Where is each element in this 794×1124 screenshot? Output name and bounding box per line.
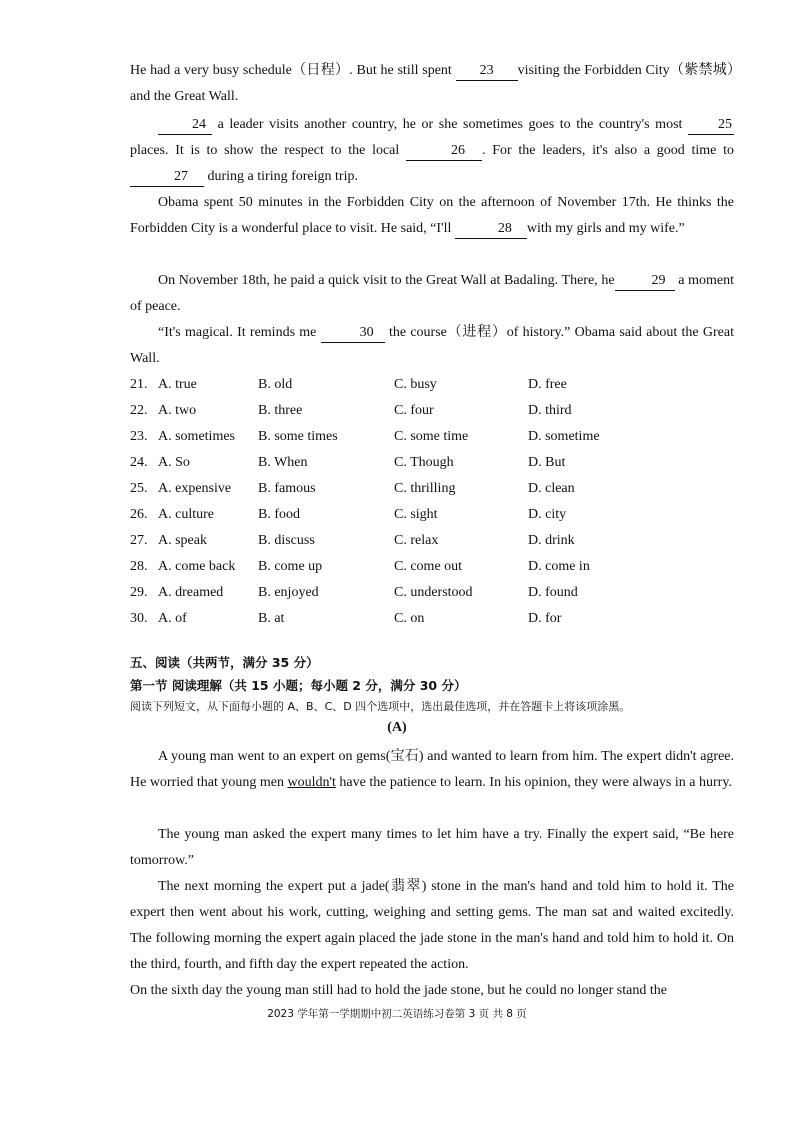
question-number: 23. [130,429,148,444]
text: the course（进程）of history.” Obama said about the Great Wall. [130,325,734,366]
option-c: C. on [394,611,425,626]
passage-paragraph-3: The next morning the expert put a jade(翡翠) stone in the man's hand and told him to hold it. The expert then went about his work, cutting, weighing and setting gems. The man sat and waited excitedly. The following morning the expert again placed the jade stone in the man's hand and told him to hold it. On the third, fourth, and fifth day the expert repeated the action. [130,879,734,972]
question-number: 28. [130,559,148,574]
reading-subheading: 第一节 阅读理解（共 15 小题；每小题 2 分，满分 30 分） [130,678,467,693]
blank-26: 26 [406,142,482,161]
option-b: B. food [258,507,300,522]
question-number: 29. [130,585,148,600]
option-a: A. sometimes [158,429,235,444]
question-row [130,424,750,450]
blank-28: 28 [455,220,527,239]
blank-23: 23 [456,62,518,81]
question-row [130,528,750,554]
question-number: 24. [130,455,148,470]
option-d: D. drink [528,533,575,548]
option-c: C. sight [394,507,438,522]
option-a: A. expensive [158,481,232,496]
blank-24: 24 [158,116,212,135]
passage-label: (A) [387,720,407,735]
option-c: C. some time [394,429,469,444]
passage-paragraph-2: The young man asked the expert many times to let him have a try. Finally the expert said, “Be here tomorrow.” [130,827,734,868]
option-d: D. clean [528,481,575,496]
option-c: C. come out [394,559,463,574]
cloze-paragraph-4 [130,268,734,320]
question-number: 27. [130,533,148,548]
question-row [130,580,750,606]
question-row [130,372,750,398]
option-c: C. understood [394,585,473,600]
text: “It's magical. It reminds me [158,325,321,340]
option-a: A. So [158,455,190,470]
page-footer: 2023 学年第一学期期中初二英语练习卷第 3 页 共 8 页 [267,1008,527,1020]
option-d: D. free [528,377,567,392]
option-c: C. thrilling [394,481,456,496]
option-a: A. dreamed [158,585,224,600]
passage-paragraph-1 [130,744,734,796]
question-row [130,554,750,580]
option-d: D. sometime [528,429,600,444]
reading-heading: 五、阅读（共两节，满分 35 分） [130,655,319,670]
passage-paragraph-4: On the sixth day the young man still had to hold the jade stone, but he could no longer stand the [130,983,667,998]
text: . For the leaders, it's also a good time to [482,143,734,158]
question-row [130,450,750,476]
question-row [130,606,750,632]
option-d: D. city [528,507,567,522]
blank-29: 29 [615,272,675,291]
option-b: B. When [258,455,308,470]
option-a: A. of [158,611,187,626]
blank-25: 25 [688,116,734,135]
option-d: D. come in [528,559,590,574]
option-c: C. busy [394,377,437,392]
question-row [130,398,750,424]
option-b: B. famous [258,481,316,496]
option-c: C. Though [394,455,454,470]
option-b: B. at [258,611,285,626]
text: a leader visits another country, he or she sometimes goes to the country's most [212,117,688,132]
cloze-paragraph-5 [130,320,734,372]
option-a: A. speak [158,533,207,548]
text: a moment of peace. [130,273,734,314]
text: places. It is to show the respect to the local [130,143,406,158]
option-b: B. some times [258,429,338,444]
text: A young man went to an expert on gems(宝石) and wanted to learn from him. The expert didn't agree. He worried that young men [130,749,734,790]
text: visiting the Forbidden City（紫禁城）and the Great Wall. [130,63,734,104]
blank-30: 30 [321,324,385,343]
option-b: B. old [258,377,293,392]
option-a: A. two [158,403,197,418]
cloze-paragraph-1 [130,58,734,110]
reading-instruction: 阅读下列短文，从下面每小题的 A、B、C、D 四个选项中，选出最佳选项，并在答题卡上将该项涂黑。 [130,700,631,713]
option-b: B. enjoyed [258,585,319,600]
text: On November 18th, he paid a quick visit to the Great Wall at Badaling. There, he [158,273,615,288]
option-d: D. found [528,585,578,600]
question-row [130,502,750,528]
cloze-paragraph-2 [130,112,734,190]
option-a: A. true [158,377,197,392]
text: with my girls and my wife.” [526,221,685,236]
question-number: 22. [130,403,148,418]
text: He had a very busy schedule（日程）. But he still spent [130,63,456,78]
option-d: D. for [528,611,562,626]
option-d: D. But [528,455,566,470]
question-number: 26. [130,507,148,522]
option-a: A. come back [158,559,236,574]
question-number: 25. [130,481,148,496]
option-a: A. culture [158,507,214,522]
option-c: C. relax [394,533,439,548]
text: during a tiring foreign trip. [204,169,358,184]
option-d: D. third [528,403,572,418]
option-c: C. four [394,403,434,418]
underlined-word: wouldn't [287,775,336,790]
option-b: B. three [258,403,303,418]
text: Obama spent 50 minutes in the Forbidden City on the afternoon of November 17th. He thinks the Forbidden City is a wonderful place to visit. He said, “I'll [130,195,734,236]
question-row [130,476,750,502]
option-b: B. come up [258,559,323,574]
blank-27: 27 [130,168,204,187]
cloze-paragraph-3 [130,190,734,242]
text: have the patience to learn. In his opinion, they were always in a hurry. [335,775,732,790]
option-b: B. discuss [258,533,315,548]
question-number: 30. [130,611,148,626]
question-number: 21. [130,377,148,392]
